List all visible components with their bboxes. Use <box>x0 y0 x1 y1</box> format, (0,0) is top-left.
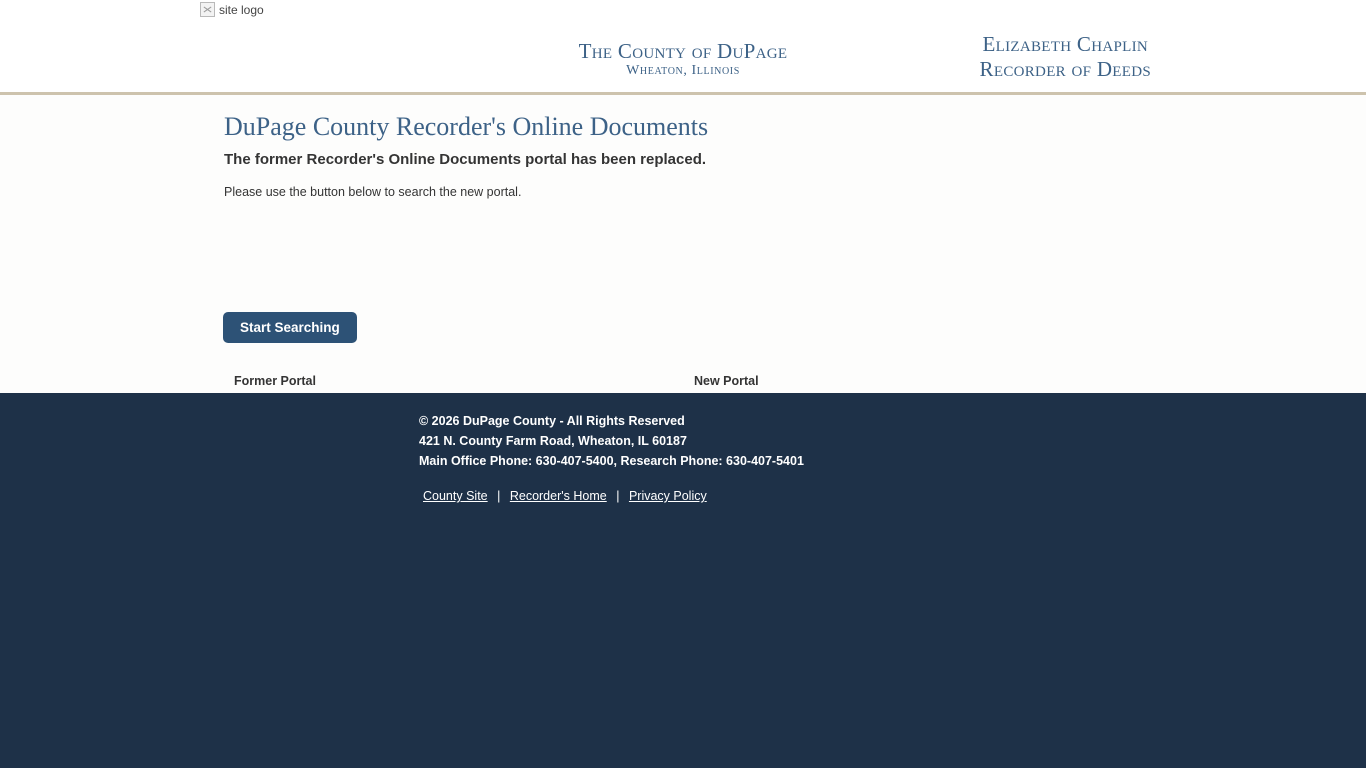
main-content <box>0 95 1366 395</box>
site-logo-alt-text: site logo <box>219 2 264 17</box>
recorder-name-line1: Elizabeth Chaplin <box>982 32 1149 56</box>
footer-link-county-site[interactable]: County Site <box>423 489 488 503</box>
broken-image-icon <box>200 2 215 17</box>
footer-link-privacy-policy[interactable]: Privacy Policy <box>628 489 707 503</box>
footer-link-separator: | <box>616 489 620 503</box>
site-footer <box>0 393 1366 768</box>
page-title: DuPage County Recorder's Online Documents <box>224 112 709 141</box>
county-title <box>0 40 1366 79</box>
footer-link-separator: | <box>497 489 501 503</box>
footer-links <box>423 489 707 503</box>
site-logo[interactable] <box>200 2 264 17</box>
footer-info <box>419 411 804 471</box>
instructions-text: Please use the button below to search the new portal. <box>224 185 522 199</box>
recorder-title-line2: Recorder of Deeds <box>979 56 1151 81</box>
footer-address: 421 N. County Farm Road, Wheaton, IL 60187 <box>419 434 687 448</box>
site-header <box>0 0 1366 95</box>
footer-link-recorders-home[interactable]: Recorder's Home <box>509 489 607 503</box>
notice-subheading: The former Recorder's Online Documents portal has been replaced. <box>224 151 707 168</box>
footer-copyright: © 2026 DuPage County - All Rights Reserved <box>419 414 685 428</box>
county-title-line1: The County of DuPage <box>578 39 788 63</box>
county-title-line2: Wheaton, Illinois <box>626 63 740 79</box>
start-searching-button[interactable]: Start Searching <box>223 312 357 343</box>
former-portal-label: Former Portal <box>234 374 316 388</box>
footer-phones: Main Office Phone: 630-407-5400, Research Phone: 630-407-5401 <box>419 454 804 468</box>
recorder-name <box>980 32 1151 81</box>
new-portal-label: New Portal <box>694 374 759 388</box>
